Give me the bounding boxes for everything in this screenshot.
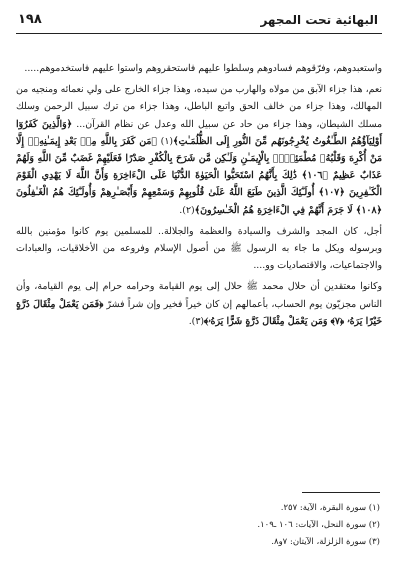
paragraph xyxy=(16,81,382,219)
paragraph xyxy=(16,223,382,275)
quran-verse: ﴿مَن كَفَرَ بِاللَّهِ مِنۢ بَعْدِ إِيمَـٰنِهِۦٓ إِلَّا مَنْ أُكْرِهَ وَقَلْبُهُۥ مُطْمَئِنٌّۢ بِالْإِيمَـٰنِ وَلَـٰكِن مَّن شَرَحَ بِالْكُفْرِ صَدْرًا فَعَلَيْهِمْ غَضَبٌ مِّنَ اللَّهِ وَلَهُمْ عَذَابٌ عَظِيمٌ ﴿١٠٦﴾ ذَٰلِكَ بِأَنَّهُمُ اسْتَحَبُّوا الْحَيَوٰةَ الدُّنْيَا عَلَى الْءَاخِرَةِ وَأَنَّ اللَّهَ لَا يَهْدِي الْقَوْمَ الْكَـٰفِرِينَ ﴿١٠٧﴾ أُولَـٰٓئِكَ الَّذِينَ طَبَعَ اللَّهُ عَلَىٰ قُلُوبِهِمْ وَسَمْعِهِمْ وَأَبْصَـٰرِهِمْ وَأُولَـٰٓئِكَ هُمُ الْغَـٰفِلُونَ ﴿١٠٨﴾ لَا جَرَمَ أَنَّهُمْ فِي الْءَاخِرَةِ هُمُ الْخَـٰسِرُونَ﴾ xyxy=(16,135,383,216)
text-segment: (١) xyxy=(157,135,174,147)
running-header-title: البهائية تحت المجهر xyxy=(260,13,378,27)
footnote-3: (٣) سورة الزلزلة، الآيتان: ٧و٨. xyxy=(271,537,380,547)
header-divider xyxy=(16,33,382,34)
footnotes xyxy=(16,500,380,551)
text-segment: نعم، هذا جزاء الآبق من مولاه والهارب من سيده، وهذا جزاء الخارج على ولي نعمائه ومنجيه من المهالك، وهذا جزاء من خالف الحق واتبع الباطل، وهذا جزاء من ترك سبيل الرحمن وسلك مسلك الشيطان، وهذا جزاء من حاد عن سبيل الله وعدل عن نظام القرآن... xyxy=(16,84,382,130)
footnote-divider xyxy=(302,492,380,493)
text-segment: أجل، كان المجد والشرف والسيادة والعظمة والجلالة.. للمسلمين يوم كانوا مؤمنين بالله وبرسوله ويكل ما جاء به الرسول ﷺ من أصول الإسلام وفروعه من الأخلاقيات، والعبادات والاجتماعيات، والاقتصاديات وو.... xyxy=(16,225,382,272)
main-text xyxy=(16,60,382,334)
page-number: ١٩٨ xyxy=(18,12,42,27)
text-segment: وكانوا معتقدين أن حلال محمد ﷺ حلال إلى يوم القيامة وحرامه حرام إلى يوم القيامة، وأن الناس مجزيّون يوم الحساب، بأعمالهم إن كان خيراً فخير وإن شراً فشرّ xyxy=(16,281,383,310)
paragraph xyxy=(16,60,382,77)
footnote-2: (٢) سورة النحل، الآيات: ١٠٦ ـ١٠٩. xyxy=(257,520,380,530)
text-segment: واستعبدوهم، وفرّقوهم فسادوهم وسلطوا عليهم فاستحقروهم واستوا عليهم فاستخدموهم..... xyxy=(24,63,382,74)
footnote-1: (١) سورة البقرة، الآية: ٢٥٧. xyxy=(280,503,380,513)
paragraph xyxy=(16,278,382,330)
quran-verse: ﴿وَالَّذِينَ كَفَرُوٓا أَوْلِيَآؤُهُمُ الطَّـٰغُوتُ يُخْرِجُونَهُم مِّنَ النُّورِ إِلَى الظُّلُمَـٰتِ﴾ xyxy=(16,118,382,147)
quran-verse: ﴿فَمَن يَعْمَلْ مِثْقَالَ ذَرَّةٍ خَيْرًا يَرَهُۥ ﴿٧﴾ وَمَن يَعْمَلْ مِثْقَالَ ذَرَّةٍ شَرًّا يَرَهُۥ﴾ xyxy=(16,298,382,327)
text-segment: (٢). xyxy=(179,204,195,216)
text-segment: (٣). xyxy=(188,315,205,327)
